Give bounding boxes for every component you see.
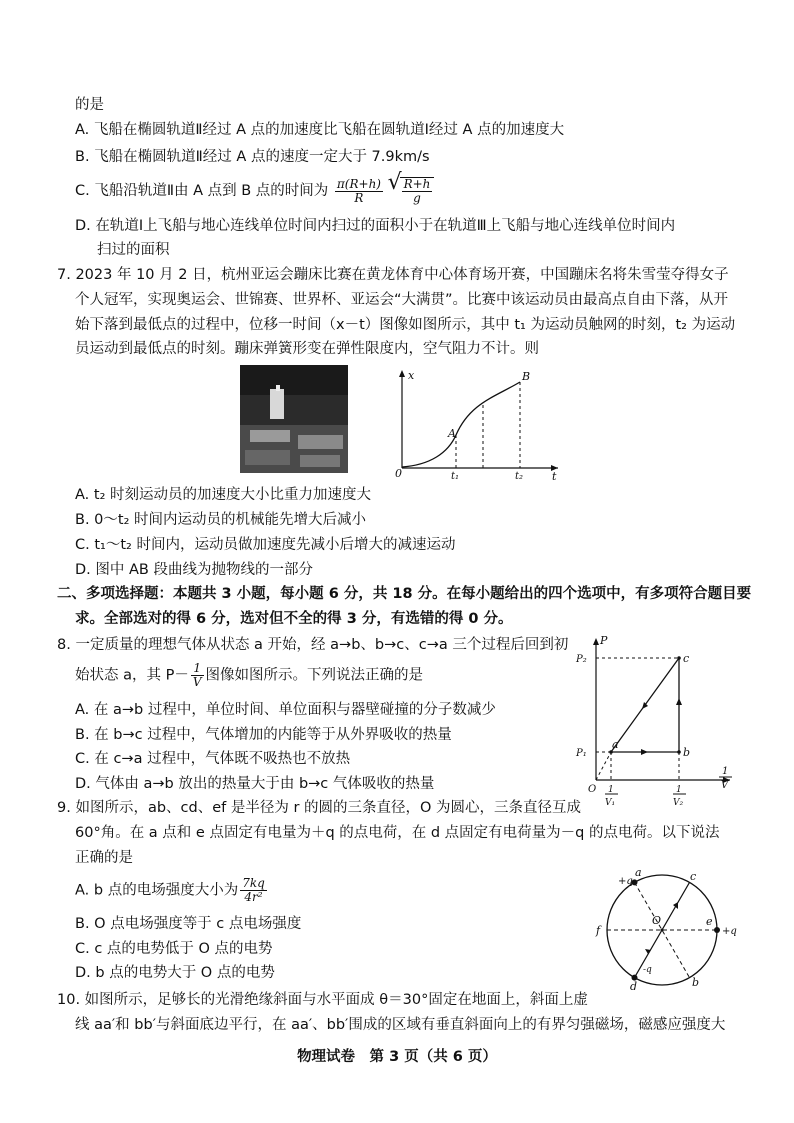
q8-frac-den: V	[192, 675, 202, 689]
q7-graph-t-label: t	[552, 470, 557, 480]
q7-graph-point-b: B	[522, 370, 531, 383]
q8-stem-line2	[75, 662, 423, 689]
q9-label-e: e	[706, 915, 713, 928]
q9-frac-num: 7kq	[242, 876, 265, 890]
q6-c-frac-num: π(R+h)	[336, 176, 381, 191]
q8-frac-num: 1	[191, 662, 204, 676]
q6-option-d-line2: 扫过的面积	[97, 242, 170, 258]
q6-c-sqrt	[400, 177, 435, 205]
q9-label-d: d	[630, 980, 638, 993]
q6-continuation: 的是	[75, 97, 104, 113]
q6-option-d-line1: D. 在轨道Ⅰ上飞船与地心连线单位时间内扫过的面积小于在轨道Ⅲ上飞船与地心连线单位时间内	[75, 218, 676, 234]
q9-option-d: D. b 点的电势大于 O 点的电势	[75, 965, 275, 981]
q9-label-b: b	[692, 976, 700, 989]
q9-option-a-text: A. b 点的电场强度大小为	[75, 882, 239, 899]
q6-c-frac-den: R	[354, 190, 364, 205]
q9-option-b: B. O 点电场强度等于 c 点电场强度	[75, 916, 302, 932]
q9-option-c: C. c 点的电势低于 O 点的电势	[75, 941, 273, 957]
q8-graph-p-label: P	[600, 634, 608, 647]
q7-stem-line2: 个人冠军，实现奥运会、世锦赛、世界杯、亚运会“大满贯”。比赛中该运动员由最高点自由下落，从开	[75, 292, 729, 308]
q8-graph-c: c	[683, 652, 690, 665]
q7-x-t-graph	[390, 365, 565, 480]
q6-c-sqrt-fraction	[402, 178, 433, 205]
q8-graph-p1: P₁	[576, 748, 587, 759]
q9-a-fraction	[240, 877, 267, 904]
q9-option-a	[75, 877, 269, 904]
section2-heading-line2: 求。全部选对的得 6 分，选对但不全的得 3 分，有选错的得 0 分。	[75, 611, 513, 627]
page-footer: 物理试卷 第 3 页（共 6 页）	[297, 1049, 497, 1065]
q9-stem-line3: 正确的是	[75, 850, 133, 866]
q7-graph-point-a: A	[448, 427, 456, 440]
q9-label-charge-a: +q	[618, 876, 633, 887]
q9-label-o: O	[652, 914, 662, 927]
q9-stem-line1: 9. 如图所示，ab、cd、ef 是半径为 r 的圆的三条直径，O 为圆心，三条直径互成	[57, 800, 582, 816]
q8-stem-line1: 8. 一定质量的理想气体从状态 a 开始，经 a→b、b→c、c→a 三个过程后回到初	[57, 637, 569, 653]
q7-graph-t1: t₁	[451, 471, 460, 480]
q7-stem-line1: 7. 2023 年 10 月 2 日，杭州亚运会蹦床比赛在黄龙体育中心体育场开赛，中国蹦床名将朱雪莹夺得女子	[57, 267, 729, 283]
q8-option-c: C. 在 c→a 过程中，气体既不吸热也不放热	[75, 751, 351, 767]
q9-circle-diagram	[590, 868, 750, 993]
q8-graph-tick1-num: 1	[608, 785, 614, 795]
q9-label-c: c	[690, 870, 697, 883]
q8-option-d: D. 气体由 a→b 放出的热量大于由 b→c 气体吸收的热量	[75, 776, 435, 792]
q8-graph-axis-v: V	[721, 780, 729, 791]
q8-option-a: A. 在 a→b 过程中，单位时间、单位面积与器壁碰撞的分子数减少	[75, 702, 496, 718]
section2-heading-line1: 二、多项选择题：本题共 3 小题，每小题 6 分，共 18 分。在每小题给出的四个选项中，有多项符合题目要	[57, 586, 752, 602]
q7-option-d: D. 图中 AB 段曲线为抛物线的一部分	[75, 562, 313, 578]
q6-c-sqrt-num: √ R+h	[403, 177, 431, 191]
q8-graph-p2: P₂	[576, 654, 587, 665]
q6-option-a: A. 飞船在椭圆轨道Ⅱ经过 A 点的加速度比飞船在圆轨道Ⅰ经过 A 点的加速度大	[75, 122, 565, 138]
q9-stem-line2: 60°角。在 a 点和 e 点固定有电量为＋q 的点电荷，在 d 点固定有电荷量为－q 的点电荷。以下说法	[75, 825, 720, 841]
q7-stem-line4: 员运动到最低点的时刻。蹦床弹簧形变在弹性限度内，空气阻力不计。则	[75, 341, 539, 357]
q8-stem-line2-pre: 始状态 a，其 P－	[75, 667, 189, 684]
q8-option-b: B. 在 b→c 过程中，气体增加的内能等于从外界吸收的热量	[75, 727, 452, 743]
q6-option-c-text: C. 飞船沿轨道Ⅱ由 A 点到 B 点的时间为	[75, 183, 329, 199]
q10-stem-line2: 线 aa′和 bb′与斜面底边平行，在 aa′、bb′围成的区域有垂直斜面向上的有界匀强磁场，磁感应强度大	[75, 1017, 726, 1033]
q9-label-charge-d: -q	[643, 965, 652, 975]
q9-label-f: f	[596, 924, 601, 937]
trampoline-photo	[240, 365, 348, 473]
q8-p-v-graph	[572, 632, 742, 810]
q8-stem-fraction	[191, 662, 204, 689]
q8-graph-v2: V₂	[673, 798, 684, 808]
q7-option-c: C. t₁～t₂ 时间内，运动员做加速度先减小后增大的减速运动	[75, 537, 456, 553]
q8-graph-tick2-num: 1	[676, 785, 682, 795]
q8-stem-line2-post: 图像如图所示。下列说法正确的是	[205, 667, 424, 684]
q9-label-a: a	[635, 868, 642, 879]
q9-label-charge-e: +q	[722, 926, 737, 937]
q8-graph-a: a	[612, 738, 619, 751]
q6-c-fraction	[335, 178, 383, 205]
q6-option-b: B. 飞船在椭圆轨道Ⅱ经过 A 点的速度一定大于 7.9km/s	[75, 149, 430, 165]
q8-graph-v1: V₁	[605, 798, 616, 808]
q8-graph-axis-num: 1	[722, 766, 729, 777]
q8-graph-origin: O	[588, 784, 597, 795]
q6-c-sqrt-den: g	[413, 191, 421, 205]
q7-option-a: A. t₂ 时刻运动员的加速度大小比重力加速度大	[75, 487, 371, 503]
q7-stem-line3: 始下落到最低点的过程中，位移一时间（x－t）图像如图所示，其中 t₁ 为运动员触网的时刻，t₂ 为运动	[75, 317, 736, 333]
q7-graph-x-label: x	[408, 369, 415, 382]
q9-frac-den: 4r²	[244, 890, 263, 904]
q7-graph-origin: 0	[395, 467, 402, 480]
q7-option-b: B. 0～t₂ 时间内运动员的机械能先增大后减小	[75, 512, 366, 528]
q7-graph-t2: t₂	[515, 471, 524, 480]
q10-stem-line1: 10. 如图所示，足够长的光滑绝缘斜面与水平面成 θ＝30°固定在地面上，斜面上虚	[57, 992, 588, 1008]
q8-graph-b: b	[683, 746, 691, 759]
q6-option-c	[75, 177, 434, 205]
